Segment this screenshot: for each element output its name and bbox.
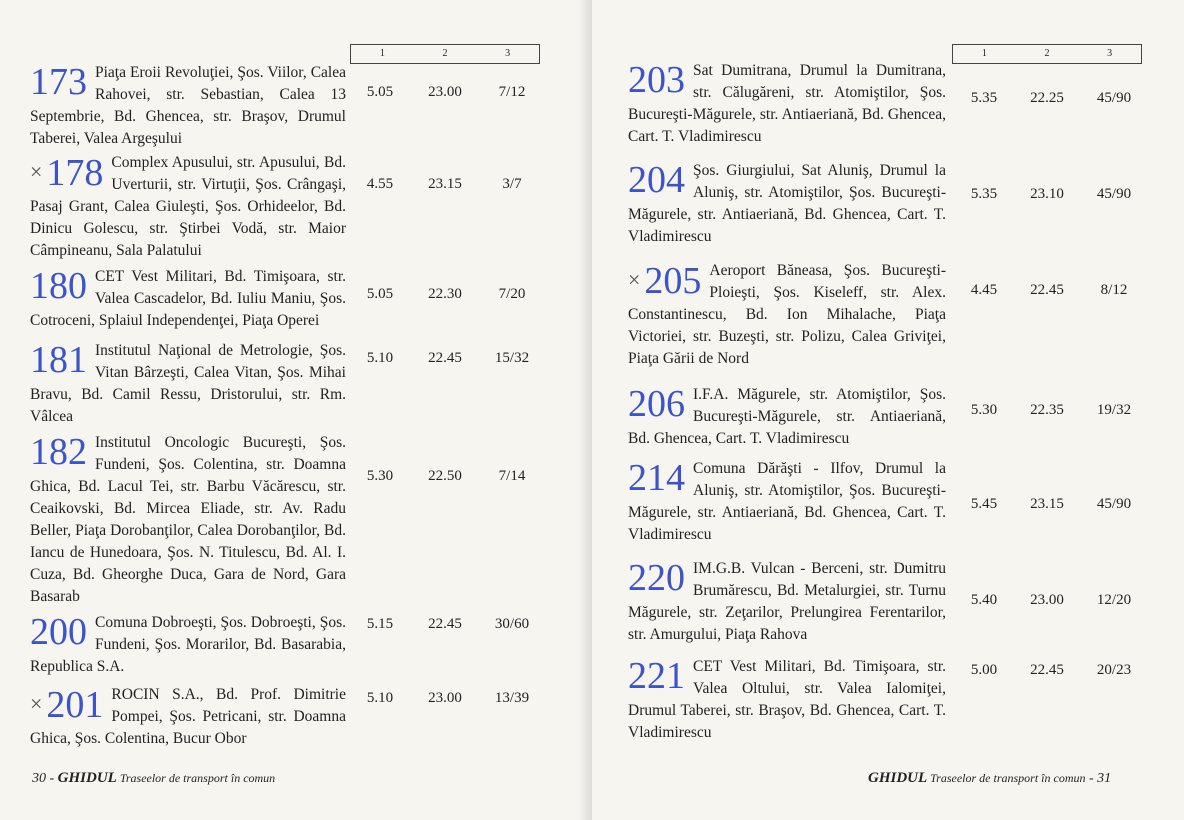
route-number (30, 432, 87, 472)
interval-minutes: 45/90 (1096, 496, 1132, 512)
column-header-1: 1 (379, 48, 385, 59)
left-footer (32, 770, 275, 787)
route-description-block (628, 458, 946, 546)
route-number (30, 612, 87, 652)
last-departure: 23.00 (428, 690, 462, 706)
footer-title: GHIDUL (868, 770, 928, 786)
interval-minutes: 15/32 (494, 350, 530, 366)
first-departure: 5.30 (366, 468, 394, 484)
interval-minutes: 20/23 (1096, 662, 1132, 678)
route-number (628, 656, 685, 696)
route-number-text: 220 (628, 557, 685, 599)
route-description-block (30, 340, 346, 428)
route-description-block (628, 160, 946, 248)
route-number-text: 204 (628, 159, 685, 201)
route-stops: Şos. Giurgiului, Sat Aluniş, Drumul la Aluniş, str. Atomiştilor, Şos. Bucureşti-Măgurele, str. Antiaeriană, Bd. Ghencea, Cart. T. Vladimirescu (628, 162, 946, 245)
route-number (30, 684, 103, 725)
route-number (628, 260, 701, 301)
route-description-block (628, 260, 946, 370)
column-header-3: 3 (505, 48, 511, 59)
route-number-text: 221 (628, 655, 685, 697)
right-footer (868, 770, 1111, 787)
last-departure: 23.15 (1030, 496, 1064, 512)
footer-subtitle: Traseelor de transport în comun (116, 771, 276, 785)
first-departure: 5.05 (366, 286, 394, 302)
route-description-block (30, 432, 346, 608)
first-departure: 5.35 (970, 186, 998, 202)
first-departure: 4.45 (970, 282, 998, 298)
route-description-block (30, 612, 346, 678)
route-number-text: 201 (46, 684, 104, 726)
first-departure: 5.45 (970, 496, 998, 512)
last-departure: 22.50 (428, 468, 462, 484)
last-departure: 23.00 (1030, 592, 1064, 608)
route-stops: Institutul Oncologic Bucureşti, Şos. Fundeni, Şos. Colentina, str. Doamna Ghica, Bd. Lacul Tei, str. Barbu Văcărescu, str. Ceaikovski, Bd. Mircea Eliade, str. Av. Radu Beller, Piaţa Dorobanţilor, Calea Dorobanţilor, Bd. Iancu de Hunedoara, Şos. N. Titulescu, Bd. Al. I. Cuza, Bd. Gheorghe Duca, Gara de Nord, Gara Basarab (30, 434, 346, 605)
route-stops: Comuna Dobroeşti, Şos. Dobroeşti, Şos. Fundeni, Şos. Morarilor, Bd. Basarabia, Republica S.A. (30, 614, 346, 675)
first-departure: 4.55 (366, 176, 394, 192)
first-departure: 5.35 (970, 90, 998, 106)
last-departure: 22.35 (1030, 402, 1064, 418)
route-description-block (30, 62, 346, 150)
route-number (30, 62, 87, 102)
interval-minutes: 19/32 (1096, 402, 1132, 418)
route-description-block (628, 558, 946, 646)
route-number (30, 152, 103, 193)
route-number-text: 205 (644, 260, 702, 302)
interval-minutes: 45/90 (1096, 186, 1132, 202)
interval-minutes: 30/60 (494, 616, 530, 632)
column-header-box (952, 44, 1142, 64)
interval-minutes: 7/12 (498, 84, 526, 100)
handwritten-x-mark-icon: × (30, 691, 43, 716)
last-departure: 22.45 (428, 616, 462, 632)
interval-minutes: 8/12 (1100, 282, 1128, 298)
first-departure: 5.00 (970, 662, 998, 678)
route-stops: Piaţa Eroii Revoluţiei, Şos. Viilor, Calea Rahovei, str. Sebastian, Calea 13 Septembrie, Bd. Ghencea, str. Braşov, Drumul Taberei, Valea Argeşului (30, 64, 346, 147)
first-departure: 5.15 (366, 616, 394, 632)
first-departure: 5.05 (366, 84, 394, 100)
route-number (628, 60, 685, 100)
route-stops: ROCIN S.A., Bd. Prof. Dimitrie Pompei, Şos. Petricani, str. Doamna Ghica, Şos. Colentina, Bucur Obor (30, 686, 346, 747)
route-number (30, 266, 87, 306)
last-departure: 22.25 (1030, 90, 1064, 106)
route-description-block (628, 60, 946, 148)
route-stops: Complex Apusului, str. Apusului, Bd. Uverturii, str. Virtuţii, Şos. Crângaşi, Pasaj Grant, Calea Giuleşti, Şos. Orhideelor, Bd. Dinicu Golescu, str. Ştirbei Vodă, str. Maior Câmpineanu, Sala Palatului (30, 154, 346, 259)
route-description-block (30, 266, 346, 332)
route-description-block (628, 656, 946, 744)
column-header-3: 3 (1107, 48, 1113, 59)
route-stops: Sat Dumitrana, Drumul la Dumitrana, str. Călugăreni, str. Atomiştilor, Şos. Bucureşti-Măgurele, str. Antiaeriană, Bd. Ghencea, Cart. T. Vladimirescu (628, 62, 946, 145)
last-departure: 23.00 (428, 84, 462, 100)
last-departure: 23.10 (1030, 186, 1064, 202)
route-number (628, 384, 685, 424)
interval-minutes: 7/20 (498, 286, 526, 302)
column-header-2: 2 (1044, 48, 1050, 59)
handwritten-x-mark-icon: × (628, 267, 641, 292)
route-stops: IM.G.B. Vulcan - Berceni, str. Dumitru Brumărescu, Bd. Metalurgiei, str. Turnu Măgurele, str. Zeţarilor, Prelungirea Ferentarilor, str. Amurgului, Piaţa Rahova (628, 560, 946, 643)
column-header-1: 1 (981, 48, 987, 59)
route-stops: Aeroport Băneasa, Şos. Bucureşti-Ploieşti, Şos. Kiseleff, str. Alex. Constantinescu, Bd. Ion Mihalache, Piaţa Victoriei, str. Buzeşti, str. Polizu, Calea Griviţei, Piaţa Gării de Nord (628, 262, 946, 367)
route-stops: Comuna Dărăşti - Ilfov, Drumul la Aluniş, str. Atomiştilor, Şos. Bucureşti-Măgurele, str. Antiaeriană, Bd. Ghencea, Cart. T. Vladimirescu (628, 460, 946, 543)
route-number-text: 181 (30, 339, 87, 381)
footer-page-number: - 31 (1085, 771, 1112, 786)
footer-subtitle: Traseelor de transport în comun (927, 771, 1086, 785)
last-departure: 22.45 (1030, 282, 1064, 298)
interval-minutes: 45/90 (1096, 90, 1132, 106)
last-departure: 22.30 (428, 286, 462, 302)
interval-minutes: 12/20 (1096, 592, 1132, 608)
first-departure: 5.30 (970, 402, 998, 418)
interval-minutes: 13/39 (494, 690, 530, 706)
last-departure: 22.45 (1030, 662, 1064, 678)
route-number-text: 182 (30, 431, 87, 473)
last-departure: 23.15 (428, 176, 462, 192)
first-departure: 5.40 (970, 592, 998, 608)
interval-minutes: 7/14 (498, 468, 526, 484)
route-stops: I.F.A. Măgurele, str. Atomiştilor, Şos. Bucureşti-Măgurele, str. Antiaeriană, Bd. Ghencea, Cart. T. Vladimirescu (628, 386, 946, 447)
route-stops: CET Vest Militari, Bd. Timişoara, str. Valea Cascadelor, Bd. Iuliu Maniu, Şos. Cotroceni, Splaiul Independenţei, Piaţa Operei (30, 268, 346, 329)
first-departure: 5.10 (366, 690, 394, 706)
handwritten-x-mark-icon: × (30, 159, 43, 184)
route-stops: CET Vest Militari, Bd. Timişoara, str. Valea Oltului, str. Valea Ialomiţei, Drumul Taberei, str. Braşov, Bd. Ghencea, Cart. T. Vladimirescu (628, 658, 946, 741)
route-number (30, 340, 87, 380)
route-number (628, 558, 685, 598)
first-departure: 5.10 (366, 350, 394, 366)
route-number (628, 458, 685, 498)
route-stops: Institutul Naţional de Metrologie, Şos. Vitan Bârzeşti, Calea Vitan, Şos. Mihai Bravu, Bd. Camil Ressu, Dristorului, str. Rm. Vâlcea (30, 342, 346, 425)
route-number-text: 180 (30, 265, 87, 307)
right-page (592, 0, 1184, 820)
interval-minutes: 3/7 (502, 176, 522, 192)
route-number (628, 160, 685, 200)
route-number-text: 178 (46, 152, 104, 194)
route-number-text: 173 (30, 61, 87, 103)
route-description-block (30, 152, 346, 262)
column-header-box (350, 44, 540, 64)
route-description-block (30, 684, 346, 750)
footer-title: GHIDUL (57, 770, 117, 786)
route-number-text: 203 (628, 59, 685, 101)
route-number-text: 200 (30, 611, 87, 653)
route-number-text: 206 (628, 383, 685, 425)
route-number-text: 214 (628, 457, 685, 499)
column-header-2: 2 (442, 48, 448, 59)
last-departure: 22.45 (428, 350, 462, 366)
footer-page-number: 30 - (32, 771, 58, 786)
route-description-block (628, 384, 946, 450)
